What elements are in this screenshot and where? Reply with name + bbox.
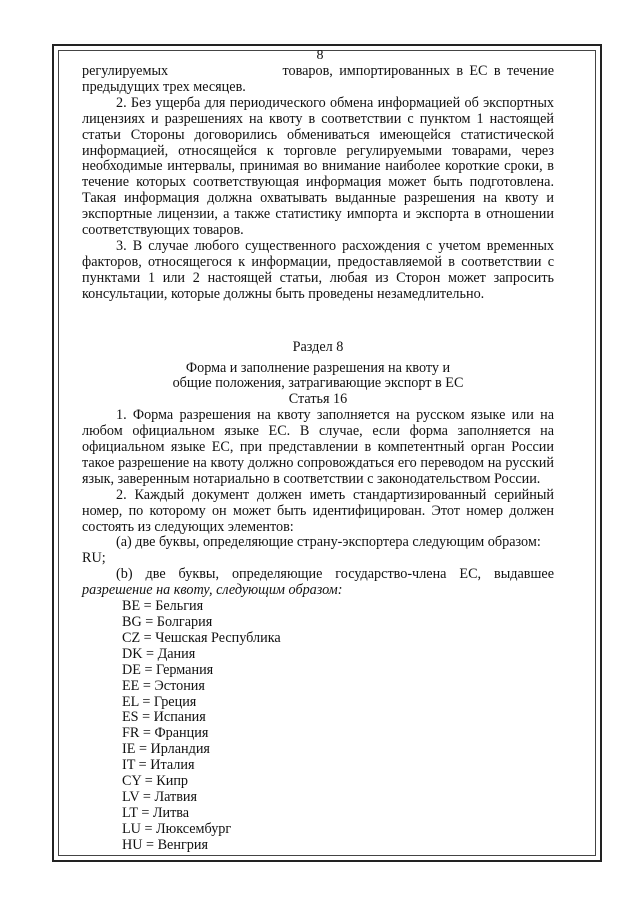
country-code: CY = Кипр	[122, 773, 189, 790]
article-16-paragraph-2: 2. Каждый документ должен иметь стандартизированный серийный номер, по которому он может быть идентифицирован. Этот номер должен состоять из следующих элементов:	[82, 486, 554, 535]
country-code-list	[82, 599, 554, 854]
paragraph-3: 3. В случае любого существенного расхождения с учетом временных факторов, относящегося к информации, предоставляемой в соответствии с пунктами 1 или 2 настоящей статьи, любая из Сторон может запросить консультации, которые должны быть проведены незамедлительно.	[82, 237, 554, 302]
article-heading: Статья 16	[288, 391, 348, 408]
country-code: EE = Эстония	[122, 677, 205, 694]
country-code: LT = Литва	[122, 804, 190, 821]
item-b-rest: , следующим образом:	[208, 582, 343, 599]
section-spacer	[82, 303, 554, 340]
country-code: ES = Испания	[122, 709, 206, 726]
country-code: IE = Ирландия	[122, 741, 210, 758]
country-code: CZ = Чешская Республика	[122, 629, 281, 646]
continuation-line-end: предыдущих трех месяцев.	[82, 78, 246, 95]
country-code: LV = Латвия	[122, 788, 198, 805]
continuation-line: регулируемых товаров, импортированных в ЕС в течение	[82, 63, 554, 79]
item-b-italic: разрешение на квоту	[82, 582, 209, 599]
country-code: DK = Дания	[122, 645, 196, 662]
country-code: FR = Франция	[122, 725, 209, 742]
country-code: HU = Венгрия	[122, 836, 208, 853]
country-code: IT = Италия	[122, 757, 195, 774]
item-b-continuation	[82, 583, 554, 599]
section-label: Раздел 8	[292, 338, 344, 355]
section-title-line1: Форма и заполнение разрешения на квоту и	[185, 359, 451, 376]
article-16-paragraph-1: 1. Форма разрешения на квоту заполняется на русском языке или на любом официальном языке ЕС. В случае, если форма заполняется на официальном языке ЕС, при представлении в компетентный орган России такое разрешение на квоту должно сопровождаться его переводом на русский язык, заверенным нотариально в соответствии с законодательством России.	[82, 407, 554, 487]
country-code: EL = Греция	[122, 693, 197, 710]
country-code: BG = Болгария	[122, 614, 213, 630]
page-number: 8	[316, 48, 324, 63]
document-body	[82, 64, 554, 854]
country-code: BE = Бельгия	[122, 598, 204, 615]
country-code: LU = Люксембург	[122, 820, 232, 837]
section-title-line2: общие положения, затрагивающие экспорт в ЕС	[172, 375, 464, 392]
item-a-value: RU;	[82, 550, 106, 567]
item-a: (a) две буквы, определяющие страну-экспортера следующим образом:	[116, 534, 541, 551]
paragraph-2: 2. Без ущерба для периодического обмена информацией об экспортных лицензиях и разрешениях на квоту в соответствии с пунктом 1 настоящей статьи Стороны договорились обмениваться имеющейся статистической информацией, относящейся к торговле регулируемыми товарами, через необходимые интервалы, принимая во внимание наиболее короткие сроки, в течение которых соответствующая информация может быть подготовлена. Такая информация должна охватывать выданные разрешения на квоту и экспортные лицензии, а также статистику импорта и экспорта в отношении соответствующих товаров.	[82, 94, 554, 239]
country-code: DE = Германия	[122, 661, 214, 678]
item-b: (b) две буквы, определяющие государство-члена ЕС, выдавшее	[116, 566, 554, 583]
